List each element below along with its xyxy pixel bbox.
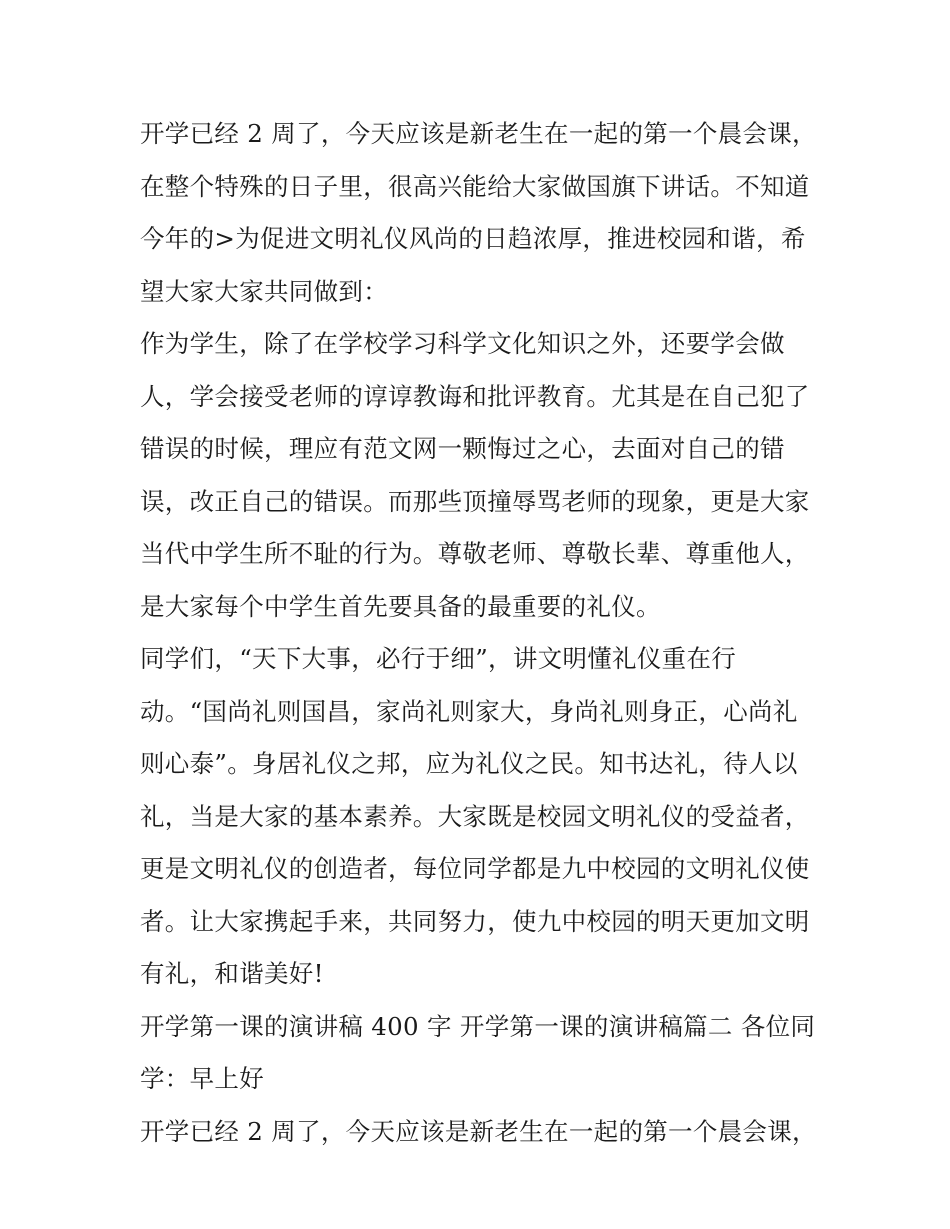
text-line: 望大家大家共同做到：: [140, 276, 388, 306]
text-line: 开学已经 2 周了，今天应该是新老生在一起的第一个晨会课，: [140, 119, 817, 148]
text-line: 今年的>为促进文明礼仪风尚的日趋浓厚，推进校园和谐，希: [140, 224, 806, 253]
text-line: 者。让大家携起手来，共同努力，使九中校园的明天更加文明: [140, 906, 810, 936]
text-line: 误，改正自己的错误。而那些顶撞辱骂老师的现象，更是大家: [140, 486, 810, 516]
document-body: [140, 108, 820, 1158]
text-line: 学：早上好: [140, 1064, 264, 1093]
text-line: 开学第一课的演讲稿 400 字 开学第一课的演讲稿篇二 各位同: [140, 1011, 816, 1041]
text-line: 同学们，“天下大事，必行于细”，讲文明懂礼仪重在行: [140, 644, 737, 673]
text-line: 动。“国尚礼则国昌，家尚礼则家大，身尚礼则身正，心尚礼: [140, 696, 798, 726]
text-line: 有礼，和谐美好!: [140, 959, 324, 988]
text-line: 当代中学生所不耻的行为。尊敬老师、尊敬长辈、尊重他人，: [140, 539, 810, 568]
text-line: 错误的时候，理应有范文网一颗悔过之心，去面对自己的错: [140, 434, 785, 463]
text-line: 开学已经 2 周了，今天应该是新老生在一起的第一个晨会课，: [140, 1116, 817, 1146]
text-line: 更是文明礼仪的创造者，每位同学都是九中校园的文明礼仪使: [140, 854, 810, 883]
text-line: 作为学生，除了在学校学习科学文化知识之外，还要学会做: [140, 329, 785, 358]
text-line: 则心泰”。身居礼仪之邦，应为礼仪之民。知书达礼，待人以: [140, 749, 798, 778]
text-line: 礼，当是大家的基本素养。大家既是校园文明礼仪的受益者，: [140, 801, 810, 831]
text-line: 是大家每个中学生首先要具备的最重要的礼仪。: [140, 591, 661, 621]
text-line: 人，学会接受老师的谆谆教诲和批评教育。尤其是在自己犯了: [140, 381, 810, 411]
text-line: 在整个特殊的日子里，很高兴能给大家做国旗下讲话。不知道: [140, 171, 810, 201]
